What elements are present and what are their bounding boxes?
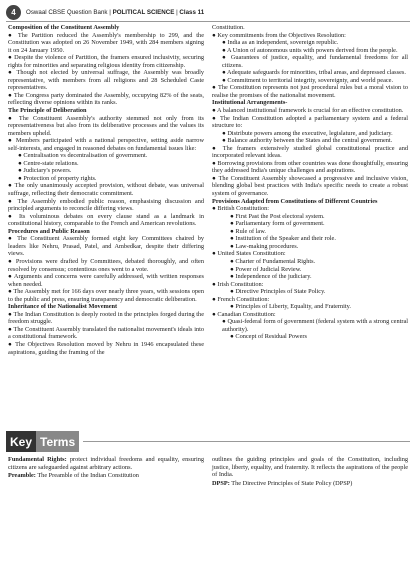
bullet-item: ● The Indian Constitution is deeply rooted in the principles forged during the freedom struggle.: [8, 310, 204, 326]
bullet-item: ● Directive Principles of State Policy.: [230, 288, 326, 296]
key-term-name: DPSP:: [212, 479, 230, 487]
bullet-item: ● The Congress party dominated the Assembly, occupying 82% of the seats, reflecting diverse opinions within its ranks.: [8, 91, 204, 107]
bullet-item: ● Provisions were drafted by Committees, debated thoroughly, and often resolved by consensus; contentious ones went to a vote.: [8, 257, 204, 273]
body-columns: [8, 24, 408, 356]
key-terms-right: [212, 456, 408, 488]
bullet-item: ● Members participated with a national perspective, setting aside narrow self-interests, and engaged in reasoned debates on fundamental issues like:: [8, 137, 204, 152]
section-heading: Institutional Arrangements-: [212, 99, 288, 107]
bullet-item: ● Distribute powers among the executive, legislature, and judiciary.: [222, 129, 393, 137]
key-terms-banner: [6, 431, 410, 452]
section-heading: Provisions Adapted from Constitutions of Different Countries: [212, 197, 378, 205]
bullet-item: ● A Union of autonomous units with powers derived from the people.: [222, 46, 398, 54]
bullet-item: ● The Constituent Assembly translated the nationalist movement's ideals into a constitutional framework.: [8, 325, 204, 341]
subject-title: POLITICAL SCIENCE: [112, 8, 175, 16]
bullet-item: ● Commitment to territorial integrity, sovereignty, and world peace.: [222, 76, 394, 84]
bullet-item: ● Borrowing provisions from other countries was done thoughtfully, ensuring they addressed India's unique challenges and aspirations.: [212, 159, 408, 175]
section-heading: Procedures and Public Reason: [8, 227, 90, 235]
bullet-item: ● Power of Judicial Review.: [230, 265, 302, 273]
bullet-item: ● The framers extensively studied global constitutional practice and incorporated relevant ideas.: [212, 144, 408, 160]
bullet-item: ● Protection of property rights.: [18, 174, 97, 182]
bullet-item: ● Law-making procedures.: [230, 242, 299, 250]
section-heading: Inheritance of the Nationalist Movement: [8, 303, 118, 311]
bullet-item: ● The Constituent Assembly showcased a progressive and inclusive vision, blending global best practices with India's specific needs to create a robust system of governance.: [212, 174, 408, 198]
bullet-item: ● The Constituent Assembly formed eight key Committees chaired by leaders like Nehru, Prasad, Patel, and Ambedkar, despite their differing views.: [8, 235, 204, 258]
key-term-definition: outlines the guiding principles and goals of the Constitution, including justice, liberty, equality, and fraternity. It reflects the aspirations of the people of India.: [212, 456, 408, 479]
bullet-item: ● Quasi-federal form of government (federal system with a strong central authority).: [222, 318, 408, 333]
bullet-item: ● United States Constitution:: [212, 250, 286, 258]
right-column: [212, 24, 408, 356]
key-term-name: Fundamental Rights:: [8, 456, 67, 463]
page-header: [6, 4, 410, 20]
bullet-item: ● Centralisation vs decentralisation of government.: [18, 152, 148, 160]
bullet-item: ● Independence of the judiciary.: [230, 273, 312, 281]
left-column: [8, 24, 204, 356]
bullet-item: ● Principles of Liberty, Equality, and Fraternity.: [230, 303, 351, 311]
key-term-entry: [212, 456, 408, 479]
key-term-entry: [212, 480, 408, 488]
section-heading: Composition of the Constituent Assembly: [8, 24, 120, 31]
bullet-item: ● The Assembly embodied public reason, emphasising discussion and principled arguments to reconcile differing views.: [8, 197, 204, 213]
bullet-item: ● Concept of Residual Powers: [230, 333, 307, 341]
key-terms-columns: [8, 456, 408, 488]
bullet-item: ● Though not elected by universal suffrage, the Assembly was broadly representative, with members from all religions and 28 Scheduled Caste representatives.: [8, 69, 204, 92]
bullet-item: ● Arguments and concerns were carefully addressed, with written responses when needed.: [8, 273, 204, 288]
bullet-item: ● Adequate safeguards for minorities, tribal areas, and depressed classes.: [222, 69, 406, 77]
bullet-item: ● India as an independent, sovereign republic.: [222, 39, 339, 47]
key-terms-title: [6, 431, 79, 452]
bullet-item: ● Charter of Fundamental Rights.: [230, 257, 316, 265]
key-term-definition: protect individual freedoms and equality, ensuring citizens are safeguarded against arbitrary actions.: [8, 456, 204, 471]
header-text: Oswaal CBSE Question Bank | POLITICAL SCIENCE | Class 11: [26, 8, 205, 16]
bullet-item: ● Balance authority between the States and the central government.: [222, 137, 393, 145]
bullet-item: ● The Partition reduced the Assembly's membership to 299, and the Constitution was adopted on 26 November 1949, with 284 members signing it on 24 January 1950.: [8, 31, 204, 54]
bullet-item: ● Centre-state relations.: [18, 159, 79, 167]
banner-rule: [83, 441, 410, 442]
bullet-item: ● First Past the Post electoral system.: [230, 212, 325, 220]
bullet-item: ● The Constitution represents not just procedural rules but a moral vision to realise the promises of the nationalist movement.: [212, 84, 408, 99]
bullet-item: ● Parliamentary form of government.: [230, 220, 325, 228]
bullet-item: ● A balanced institutional framework is crucial for an effective constitution.: [212, 107, 404, 115]
key-label: Key: [6, 431, 36, 452]
key-terms-left: [8, 456, 204, 488]
bullet-item: ● Key commitments from the Objectives Resolution:: [212, 31, 346, 39]
bullet-item: ● The Objectives Resolution moved by Nehru in 1946 encapsulated these aspirations, guiding the framing of the: [8, 340, 204, 356]
key-term-entry: [8, 456, 204, 471]
bullet-item: ● Irish Constitution:: [212, 280, 264, 288]
bullet-item: ● Judiciary's powers.: [18, 167, 72, 175]
class-label: Class 11: [179, 8, 205, 16]
bullet-item: Constitution.: [212, 24, 245, 31]
key-term-definition: The Directive Principles of State Policy (DPSP): [229, 479, 353, 487]
section-heading: The Principle of Deliberation: [8, 107, 87, 115]
book-title: Oswaal CBSE Question Bank: [26, 8, 108, 16]
key-term-definition: The Preamble of the Indian Constitution: [35, 472, 139, 480]
terms-label: Terms: [36, 431, 79, 452]
bullet-item: ● British Constitution:: [212, 205, 269, 213]
bullet-item: ● Institution of the Speaker and their role.: [230, 235, 336, 243]
page-number: 4: [6, 5, 21, 20]
bullet-item: ● The Indian Constitution adopted a parliamentary system and a federal structure to:: [212, 114, 408, 130]
bullet-item: ● Canadian Constitution:: [212, 310, 276, 318]
header-divider: [6, 21, 410, 22]
bullet-item: ● The only unanimously accepted provision, without debate, was universal suffrage, reflecting their democratic commitment.: [8, 182, 204, 198]
bullet-item: ● Despite the violence of Partition, the framers ensured inclusivity, securing rights for minorities and separating religious identity from citizenship.: [8, 54, 204, 69]
key-term-name: Preamble:: [8, 472, 36, 480]
key-term-entry: [8, 472, 204, 480]
bullet-item: ● The Assembly met for 166 days over nearly three years, with sessions open to the public and press, ensuring transparency and democratic deliberation.: [8, 288, 204, 303]
bullet-item: ● The Constituent Assembly's authority stemmed not only from its representativeness but also from its deliberative processes and the values its members upheld.: [8, 114, 204, 137]
bullet-item: ● Its voluminous debates on every clause stand as a landmark in constitutional history, comparable to the French and American revolutions.: [8, 212, 204, 228]
bullet-item: ● Rule of law.: [230, 227, 266, 235]
bullet-item: ● Guarantees of justice, equality, and fundamental freedoms for all citizens.: [222, 54, 408, 69]
bullet-item: ● French Constitution:: [212, 295, 270, 303]
